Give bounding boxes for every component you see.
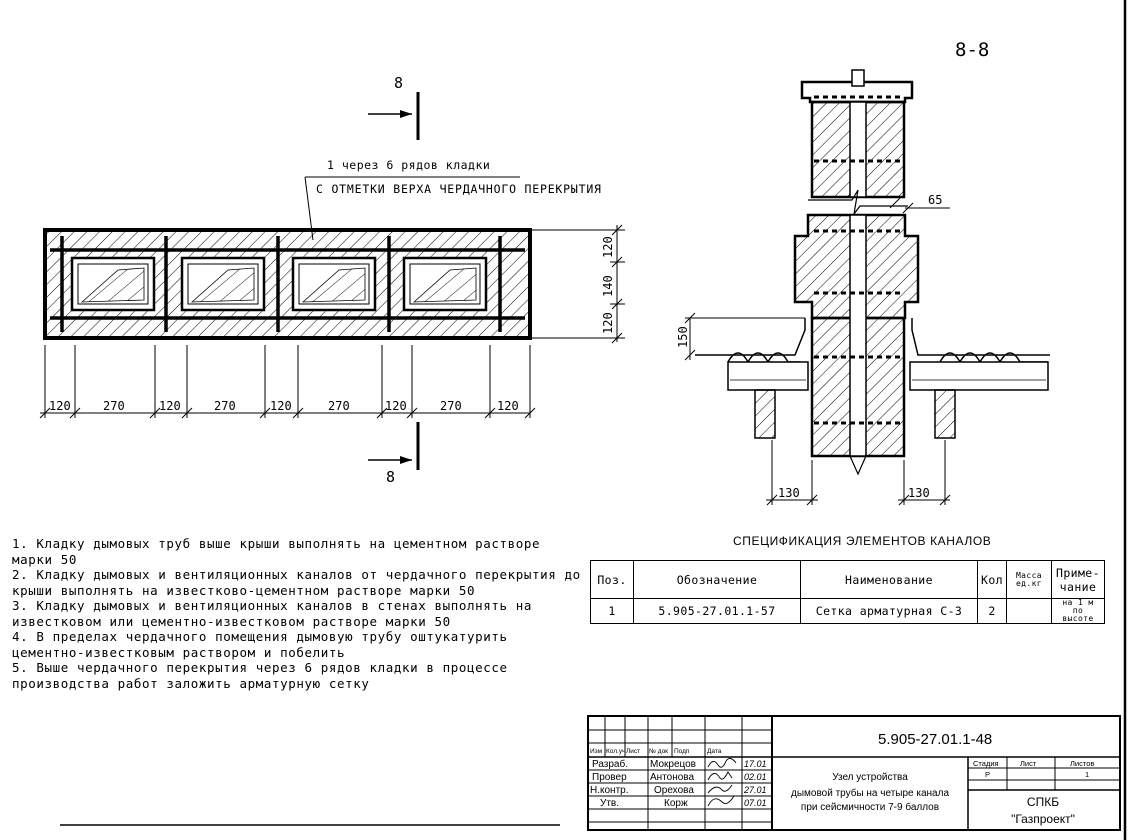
svg-text:Изм: Изм <box>590 748 603 755</box>
svg-text:Дата: Дата <box>707 748 722 755</box>
dim-bottom-3: 120 <box>159 399 181 413</box>
spec-table <box>590 560 1105 624</box>
svg-text:Н.контр.: Н.контр. <box>590 785 629 796</box>
plan-note-line1: 1 через 6 рядов кладки <box>327 158 491 172</box>
spec-row <box>591 599 1105 624</box>
dim-bottom-2: 270 <box>103 399 125 413</box>
dim-150: 150 <box>676 326 690 348</box>
svg-text:при сейсмичности 7-9 баллов: при сейсмичности 7-9 баллов <box>800 802 940 813</box>
svg-text:Стадия: Стадия <box>973 759 999 768</box>
plan-view <box>45 230 530 338</box>
svg-text:Листов: Листов <box>1070 759 1095 768</box>
dim-65: 65 <box>928 193 943 207</box>
dim-right-1: 120 <box>601 236 615 258</box>
dim-bottom-5: 120 <box>270 399 292 413</box>
dim-bottom-4: 270 <box>214 399 236 413</box>
note-3: 3. Кладку дымовых и вентиляционных каналов в стенах выполнять на известковом или цементно-известковом растворе марки 50 <box>12 598 541 629</box>
note-2: 2. Кладку дымовых и вентиляционных каналов от чердачного перекрытия до крыши выполнять на известково-цементном растворе марки 50 <box>12 567 589 598</box>
svg-text:1: 1 <box>1085 770 1090 779</box>
spec-cell-mass <box>1006 599 1051 624</box>
spec-title: СПЕЦИФИКАЦИЯ ЭЛЕМЕНТОВ КАНАЛОВ <box>733 534 992 548</box>
svg-text:Утв.: Утв. <box>600 798 620 809</box>
cut-marker-top <box>368 74 418 140</box>
org-name-1: СПКБ <box>1026 795 1060 809</box>
spec-cell-pos: 1 <box>591 599 634 624</box>
spec-header-row <box>591 561 1105 599</box>
svg-text:02.01: 02.01 <box>744 772 767 782</box>
plan-leader-note <box>305 158 602 240</box>
dim-right-3: 120 <box>601 312 615 334</box>
svg-text:07.01: 07.01 <box>744 798 767 808</box>
dim-bottom-8: 270 <box>440 399 462 413</box>
svg-text:27.01: 27.01 <box>744 785 767 795</box>
svg-text:дымовой трубы на четыре канала: дымовой трубы на четыре канала <box>790 788 950 799</box>
title-block-signatures <box>708 758 736 806</box>
section-view <box>695 70 1050 474</box>
plan-dim-bottom-labels <box>49 399 519 413</box>
svg-text:Разраб.: Разраб. <box>592 759 629 770</box>
svg-text:Орехова: Орехова <box>654 785 694 796</box>
svg-text:Провер: Провер <box>592 772 627 783</box>
cut-label-top: 8 <box>394 74 404 92</box>
svg-text:Лист: Лист <box>1020 759 1037 768</box>
svg-text:№ док: № док <box>649 748 669 755</box>
dim-bottom-1: 120 <box>49 399 71 413</box>
spec-header-qty: Кол <box>978 561 1007 599</box>
cut-label-bottom: 8 <box>386 468 396 486</box>
spec-header-note: Приме-чание <box>1051 561 1104 599</box>
dim-130-left: 130 <box>778 486 800 500</box>
spec-header-name: Наименование <box>801 561 978 599</box>
title-block-description <box>791 772 949 813</box>
plan-note-line2: С ОТМЕТКИ ВЕРХА ЧЕРДАЧНОГО ПЕРЕКРЫТИЯ <box>316 182 602 196</box>
svg-text:Корж: Корж <box>664 798 688 809</box>
spec-cell-name: Сетка арматурная С-3 <box>801 599 978 624</box>
dim-right-2: 140 <box>601 275 615 297</box>
spec-header-mass: Масса ед.кг <box>1006 561 1051 599</box>
svg-text:Лист: Лист <box>626 748 641 755</box>
svg-text:Кол.уч: Кол.уч <box>606 748 626 755</box>
note-5: 5. Выше чердачного перекрытия через 6 рядов кладки в процессе производства работ заложить арматурную сетку <box>12 660 516 691</box>
dim-bottom-6: 270 <box>328 399 350 413</box>
section-dim-150 <box>685 313 805 360</box>
org-name-2: "Газпроект" <box>1011 812 1075 826</box>
title-block-stage-labels <box>973 759 1094 779</box>
spec-cell-qty: 2 <box>978 599 1007 624</box>
svg-text:Антонова: Антонова <box>650 772 695 783</box>
title-block-code: 5.905-27.01.1-48 <box>878 731 993 748</box>
spec-cell-designation: 5.905-27.01.1-57 <box>634 599 801 624</box>
svg-text:Р: Р <box>985 770 991 779</box>
svg-text:Узел устройства: Узел устройства <box>832 772 908 783</box>
dim-130-right: 130 <box>908 486 930 500</box>
dim-bottom-7: 120 <box>385 399 407 413</box>
section-title: 8-8 <box>955 39 990 61</box>
note-4: 4. В пределах чердачного помещения дымовую трубу оштукатурить цементно-известковым раствором и побелить <box>12 629 516 660</box>
title-block-names <box>650 759 696 809</box>
spec-cell-note: на 1 м по высоте <box>1051 599 1104 624</box>
dim-bottom-9: 120 <box>497 399 519 413</box>
svg-text:Мокрецов: Мокрецов <box>650 759 696 770</box>
cut-marker-bottom <box>368 422 418 486</box>
note-1: 1. Кладку дымовых труб выше крыши выполнять на цементном растворе марки 50 <box>12 536 549 567</box>
general-notes <box>12 536 587 691</box>
spec-header-designation: Обозначение <box>634 561 801 599</box>
svg-text:Подп: Подп <box>674 748 690 755</box>
svg-text:17.01: 17.01 <box>744 759 767 769</box>
title-block-header-cells <box>590 748 722 755</box>
spec-header-pos: Поз. <box>591 561 634 599</box>
